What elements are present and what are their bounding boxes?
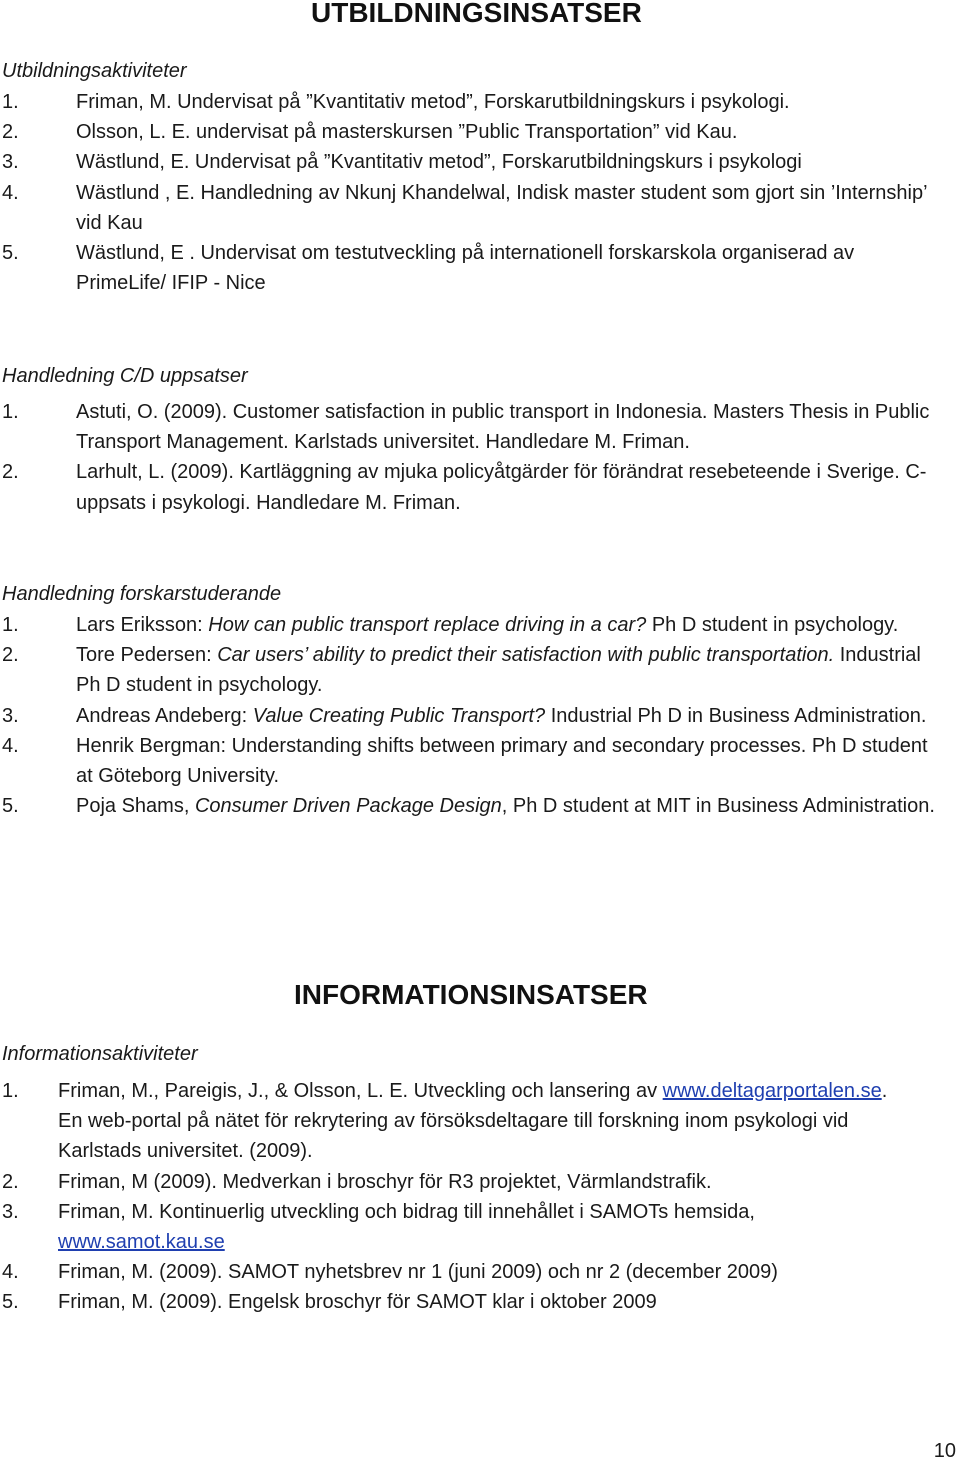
item-number: 2.: [2, 121, 19, 144]
heading-utbildningsinsatser: UTBILDNINGSINSATSER: [311, 0, 642, 28]
subheading-informationsaktiviteter: Informationsaktiviteter: [2, 1043, 198, 1065]
item-text: [58, 1167, 900, 1197]
list-item: [0, 1197, 900, 1257]
item-number: 1.: [2, 401, 19, 423]
item-text: [76, 610, 940, 640]
item-text: Wästlund, E . Undervisat om testutveckling på internationell forskarskola organiserad av PrimeLife/ IFIP - Nice: [76, 242, 855, 295]
item-text-start: Friman, M. (2009). SAMOT nyhetsbrev nr 1 (juni 2009) och nr 2 (december 2009): [58, 1261, 778, 1284]
item-number: 1.: [2, 91, 19, 113]
list-item: [0, 147, 935, 177]
item-text: Larhult, L. (2009). Kartläggning av mjuka policyåtgärder för förändrat resebeteende i Sverige. C-uppsats i psykologi. Handledare M. Friman.: [76, 461, 927, 514]
item-text-start: Friman, M., Pareigis, J., & Olsson, L. E. Utveckling och lansering av: [58, 1080, 663, 1102]
list-item: [0, 87, 935, 117]
student-name: Henrik Bergman: Understanding shifts between primary and secondary processes. Ph D student at Göteborg University.: [76, 734, 928, 788]
list-informationsaktiviteter: [0, 1076, 900, 1318]
student-description: Industrial Ph D in Business Administration.: [545, 704, 927, 727]
item-text: Wästlund, E. Undervisat på ”Kvantitativ metod”, Forskarutbildningskurs i psykologi: [76, 151, 802, 174]
item-text: [58, 1076, 900, 1167]
list-item: [0, 701, 940, 731]
student-description: Ph D student in psychology.: [646, 614, 899, 636]
link-samot[interactable]: www.samot.kau.se: [58, 1231, 225, 1254]
page-number: 10: [933, 1440, 956, 1462]
item-text: Astuti, O. (2009). Customer satisfaction in public transport in Indonesia. Masters Thesis in Public Transport Management. Karlstads universitet. Handledare M. Friman.: [76, 401, 930, 454]
list-item: [0, 1257, 900, 1287]
list-item: [0, 117, 935, 147]
item-number: 4.: [2, 734, 19, 757]
item-text-end: . En web-portal på nätet för rekrytering av försöksdeltagare till forskning inom psykologi vid Karlstads universitet. (2009).: [58, 1080, 888, 1163]
list-item: [0, 1076, 900, 1167]
thesis-title: Car users’ ability to predict their satisfaction with public transportation.: [217, 644, 835, 667]
list-item: [0, 457, 935, 517]
list-item: [0, 238, 935, 298]
list-item: [0, 1167, 900, 1197]
student-name: Andreas Andeberg:: [76, 704, 253, 727]
item-text: Friman, M. Undervisat på ”Kvantitativ metod”, Forskarutbildningskurs i psykologi.: [76, 91, 790, 113]
item-number: 2.: [2, 1170, 19, 1193]
item-number: 2.: [2, 644, 19, 667]
list-handledning-cd: [0, 397, 935, 518]
list-item: [0, 397, 935, 457]
heading-informationsinsatser: INFORMATIONSINSATSER: [294, 979, 648, 1010]
item-number: 4.: [2, 181, 19, 204]
item-number: 1.: [2, 1080, 19, 1102]
subheading-handledning-forskarstuderande: Handledning forskarstuderande: [2, 583, 282, 605]
item-text: Wästlund , E. Handledning av Nkunj Khandelwal, Indisk master student som gjort sin ’Internship’ vid Kau: [76, 181, 927, 234]
student-name: Lars Eriksson:: [76, 614, 209, 636]
item-text-start: Friman, M. (2009). Engelsk broschyr för SAMOT klar i oktober 2009: [58, 1291, 657, 1314]
item-text: [76, 701, 940, 731]
thesis-title: Consumer Driven Package Design: [194, 795, 502, 818]
item-number: 3.: [2, 704, 19, 727]
student-description: Industrial Ph D student in psychology.: [76, 644, 921, 697]
thesis-title: Value Creating Public Transport?: [252, 704, 546, 727]
list-handledning-forskarstuderande: [0, 610, 940, 821]
list-item: [0, 791, 940, 821]
item-text: Olsson, L. E. undervisat på masterskursen ”Public Transportation” vid Kau.: [76, 121, 738, 144]
item-text-start: Friman, M (2009). Medverkan i broschyr för R3 projektet, Värmlandstrafik.: [58, 1170, 712, 1193]
list-item: [0, 610, 940, 640]
item-text: [76, 731, 940, 791]
subheading-handledning-cd: Handledning C/D uppsatser: [2, 365, 248, 387]
student-name: Poja Shams,: [76, 795, 195, 818]
item-number: 5.: [2, 795, 19, 818]
student-name: Tore Pedersen:: [76, 644, 218, 667]
item-text: [58, 1257, 900, 1287]
item-text: [76, 640, 940, 700]
item-number: 1.: [2, 614, 19, 636]
link-deltagarportalen[interactable]: www.deltagarportalen.se: [662, 1080, 882, 1102]
item-text: [58, 1287, 900, 1317]
item-number: 4.: [2, 1261, 19, 1284]
item-text: [76, 791, 940, 821]
list-utbildningsaktiviteter: [0, 87, 935, 298]
list-item: [0, 1287, 900, 1317]
item-number: 2.: [2, 461, 19, 484]
list-item: [0, 178, 935, 238]
list-item: [0, 640, 940, 700]
item-number: 5.: [2, 242, 19, 265]
thesis-title: How can public transport replace driving in a car?: [208, 614, 647, 636]
subheading-utbildningsaktiviteter: Utbildningsaktiviteter: [2, 60, 187, 82]
item-text-start: Friman, M. Kontinuerlig utveckling och bidrag till innehållet i SAMOTs hemsida,: [58, 1200, 755, 1223]
student-description: , Ph D student at MIT in Business Administration.: [501, 795, 935, 818]
item-number: 3.: [2, 1200, 19, 1223]
item-number: 3.: [2, 151, 19, 174]
item-text: [58, 1197, 900, 1257]
item-number: 5.: [2, 1291, 19, 1314]
list-item: [0, 731, 940, 791]
